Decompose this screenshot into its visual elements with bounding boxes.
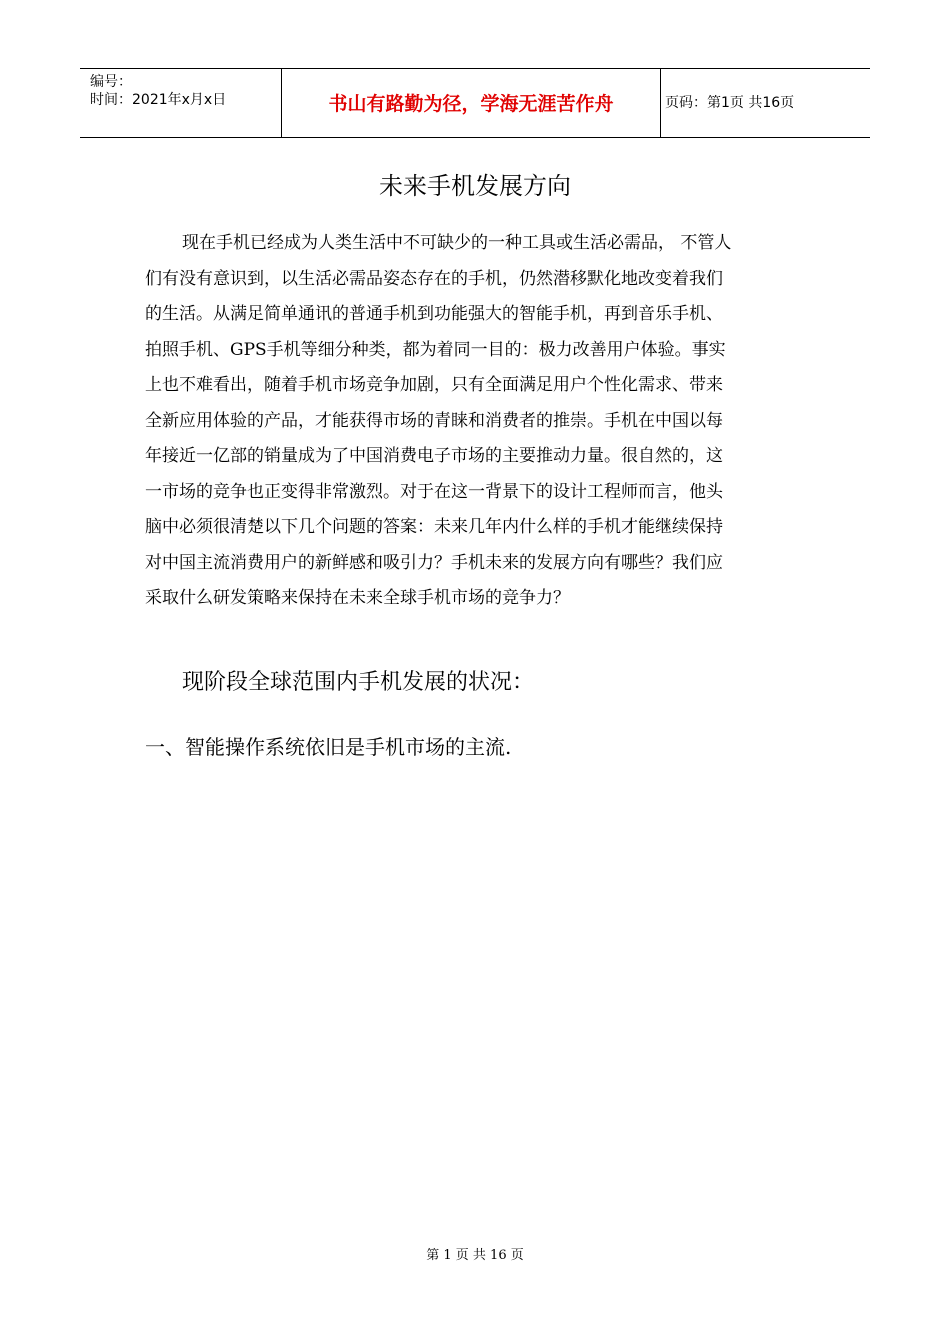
paragraph-line: 拍照手机、GPS手机等细分种类，都为着同一目的：极力改善用户体验。事实: [145, 339, 726, 360]
paragraph-line: 们有没有意识到，以生活必需品姿态存在的手机，仍然潜移默化地改变着我们: [145, 268, 723, 289]
paragraph-line: 的生活。从满足简单通讯的普通手机到功能强大的智能手机，再到音乐手机、: [145, 304, 723, 324]
subsection-heading: 一、智能操作系统依旧是手机市场的主流.: [145, 735, 512, 759]
paragraph-line: 一市场的竞争也正变得非常激烈。对于在这一背景下的设计工程师而言，他头: [145, 481, 723, 502]
page-footer: 第 1 页 共 16 页: [426, 1248, 524, 1263]
serial-number-label: 编号：: [90, 74, 132, 90]
motto-text: 书山有路勤为径，学海无涯苦作舟: [328, 93, 614, 115]
paragraph-line: 现在手机已经成为人类生活中不可缺少的一种工具或生活必需品， 不管人: [182, 233, 732, 253]
paragraph-line: 采取什么研发策略来保持在未来全球手机市场的竞争力？: [145, 588, 570, 608]
time-label: 时间：2021年x月x日: [90, 92, 227, 108]
document-header: [80, 68, 870, 138]
paragraph-line: 年接近一亿部的销量成为了中国消费电子市场的主要推动力量。很自然的，这: [145, 446, 723, 466]
header-meta-cell: [80, 69, 280, 137]
header-motto-cell: [281, 69, 661, 137]
paragraph-line: 对中国主流消费用户的新鲜感和吸引力？手机未来的发展方向有哪些？我们应: [145, 552, 723, 573]
header-page-cell: [660, 69, 870, 137]
document-title: 未来手机发展方向: [379, 172, 571, 200]
paragraph-line: 全新应用体验的产品，才能获得市场的青睐和消费者的推崇。手机在中国以每: [145, 410, 723, 431]
section-heading: 现阶段全球范围内手机发展的状况：: [182, 670, 535, 695]
paragraph-line: 脑中必须很清楚以下几个问题的答案：未来几年内什么样的手机才能继续保持: [145, 517, 723, 537]
paragraph-line: 上也不难看出，随着手机市场竞争加剧，只有全面满足用户个性化需求、带来: [145, 375, 723, 395]
body-paragraph: [145, 226, 805, 617]
page-info: 页码：第1页 共16页: [665, 95, 795, 111]
